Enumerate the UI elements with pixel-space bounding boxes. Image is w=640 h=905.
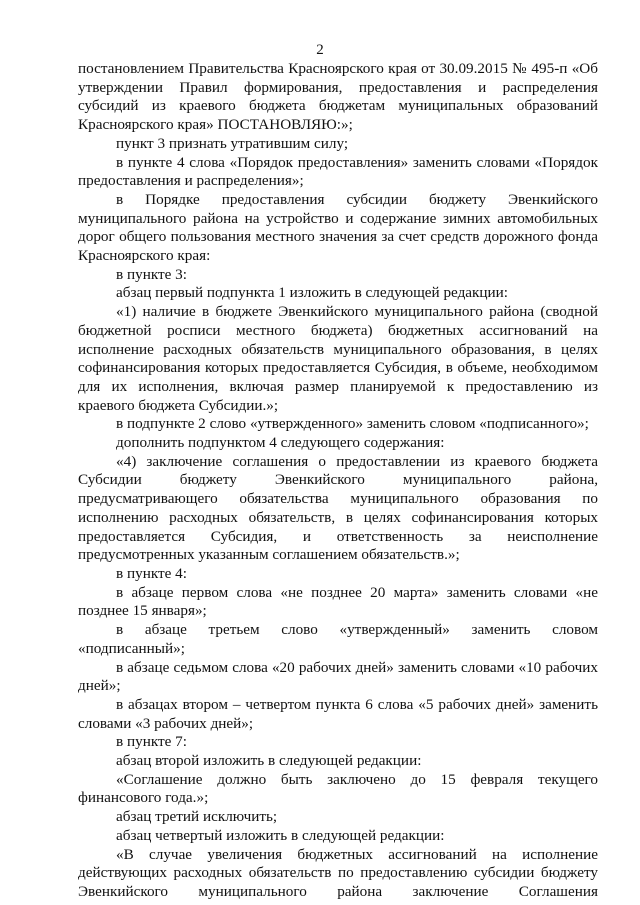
paragraph: в пункте 4 слова «Порядок предоставления» заменить словами «Порядок предоставления и распределения»; [78, 153, 598, 190]
paragraph: пункт 3 признать утратившим силу; [116, 134, 349, 152]
document-body [78, 60, 598, 902]
paragraph: абзац второй изложить в следующей редакции: [116, 752, 422, 770]
paragraph: «4) заключение соглашения о предоставлении из краевого бюджета Субсидии бюджету Эвенкийского муниципального района, предусматривающего обязательства муниципального образования по исполнению расходных обязательств, в целях софинансирования которых предоставляется Субсидия, и ответственность за неисполнение предусмотренных указанным соглашением обязательств.»; [78, 452, 598, 564]
paragraph: абзац четвертый изложить в следующей редакции: [116, 826, 445, 844]
paragraph: абзац первый подпункта 1 изложить в следующей редакции: [116, 284, 509, 302]
paragraph: в подпункте 2 слово «утвержденного» заменить словом «подписанного»; [116, 415, 589, 433]
paragraph: в абзаце третьем слово «утвержденный» заменить словом «подписанный»; [78, 621, 598, 657]
paragraph: дополнить подпунктом 4 следующего содержания: [116, 434, 445, 452]
paragraph: в абзаце первом слова «не позднее 20 марта» заменить словами «не позднее 15 января»; [78, 583, 598, 620]
paragraph: в пункте 3: [116, 265, 187, 283]
paragraph: «В случае увеличения бюджетных ассигнований на исполнение действующих расходных обязательств по предоставлению субсидии бюджету Эвенкийского муниципального района заключение Соглашения [78, 845, 598, 900]
page-number: 2 [316, 42, 324, 58]
paragraph: постановлением Правительства Красноярского края от 30.09.2015 № 495-п «Об утверждении Правил формирования, предоставления и распределения субсидий из краевого бюджета бюджетам муниципальных образований Красноярского края» ПОСТАНОВЛЯЮ:»; [78, 60, 598, 134]
paragraph: абзац третий исключить; [116, 808, 278, 826]
paragraph: в абзацах втором – четвертом пункта 6 слова «5 рабочих дней» заменить словами «3 рабочих дней»; [78, 695, 598, 732]
paragraph: «1) наличие в бюджете Эвенкийского муниципального района (сводной бюджетной росписи местного бюджета) бюджетных ассигнований на исполнение расходных обязательств муниципального образования, в целях софинансирования которых предоставляется Субсидия, в объеме, необходимом для их исполнения, включая размер планируемой к предоставлению из краевого бюджета Субсидии.»; [78, 303, 598, 414]
paragraph: «Соглашение должно быть заключено до 15 февраля текущего финансового года.»; [78, 770, 598, 807]
paragraph: в абзаце седьмом слова «20 рабочих дней» заменить словами «10 рабочих дней»; [78, 658, 598, 695]
paragraph: в пункте 7: [116, 733, 187, 751]
paragraph: в пункте 4: [116, 564, 187, 582]
paragraph: в Порядке предоставления субсидии бюджету Эвенкийского муниципального района на устройство и содержание зимних автомобильных дорог общего пользования местного значения за счет средств дорожного фонда Красноярского края: [78, 190, 598, 265]
